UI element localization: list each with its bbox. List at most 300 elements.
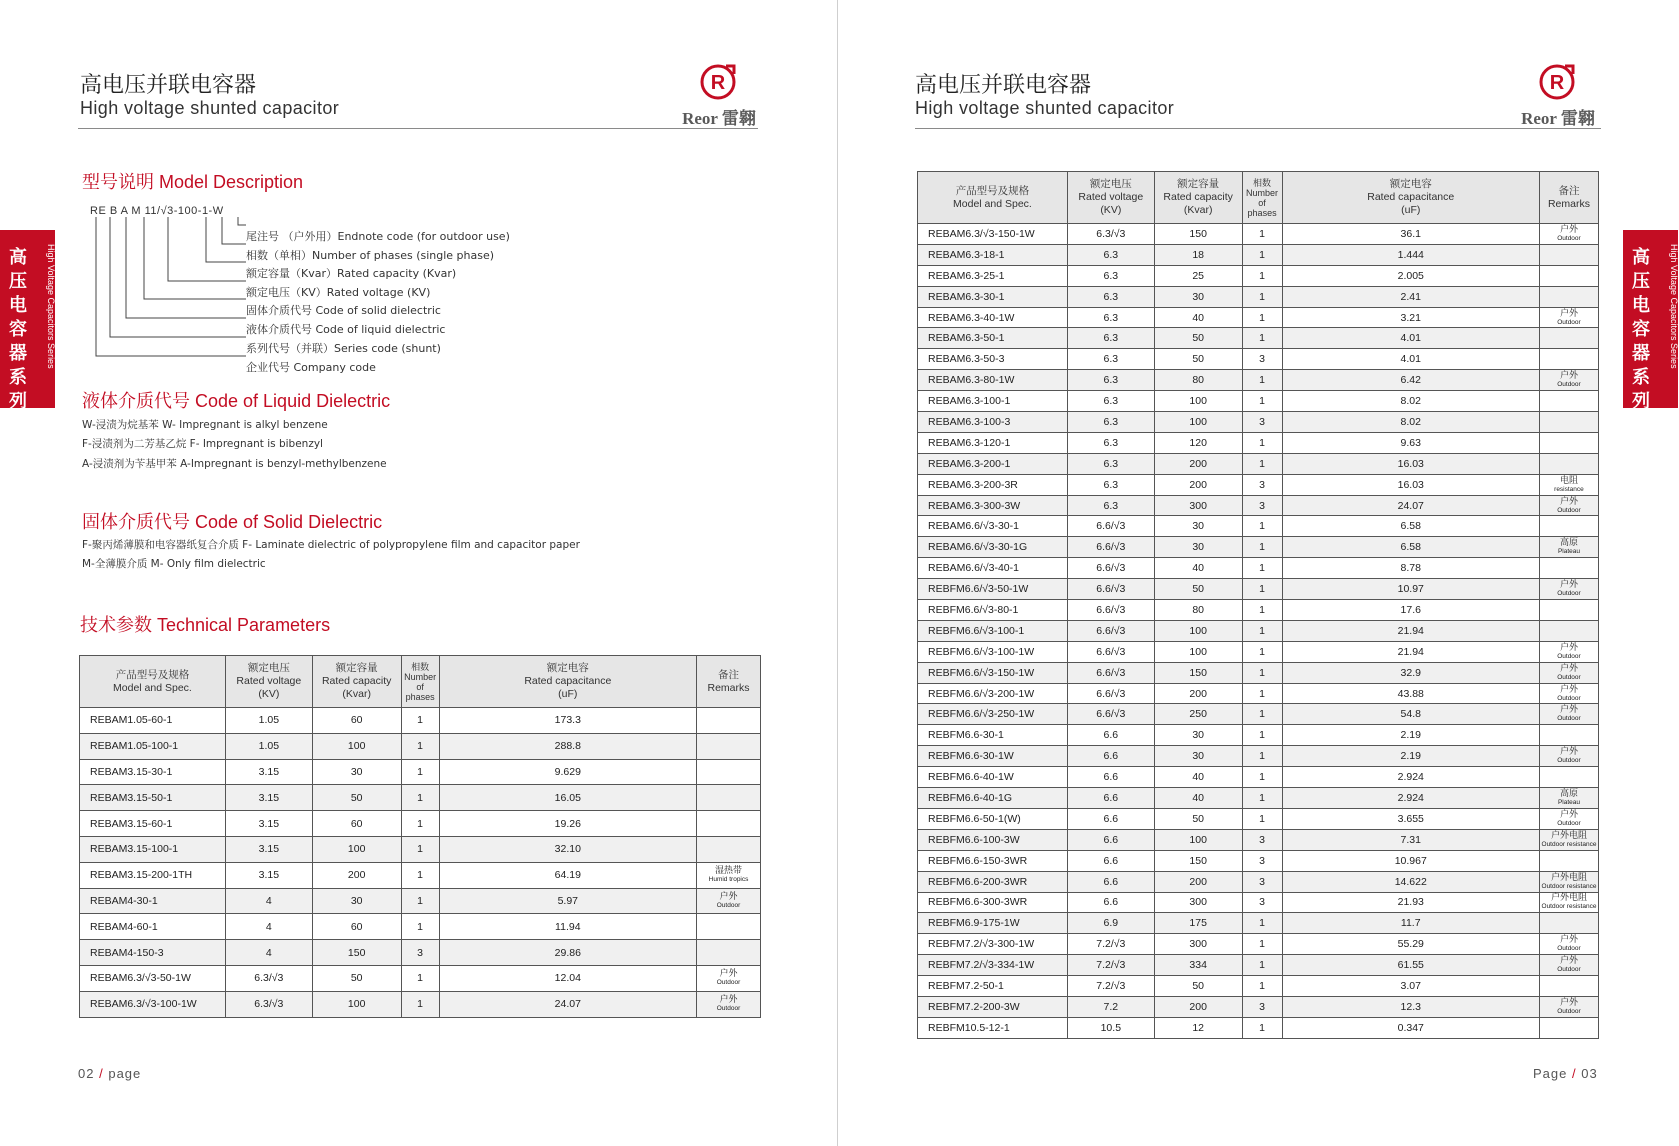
remark-en: Outdoor [1557,966,1581,974]
cell-model: REBFM6.9-175-1W [918,913,1068,934]
table-header-row [80,656,761,708]
cell-model: REBFM6.6-150-3WR [918,850,1068,871]
cell-phases: 1 [1242,370,1282,391]
table-row [918,224,1599,245]
brand-logo [678,62,760,128]
cell-remarks [1539,558,1598,579]
remark-en: Outdoor [1557,715,1581,723]
cell-model: REBFM6.6-40-1G [918,788,1068,809]
cell-voltage: 7.2 [1067,996,1154,1017]
remark-cn: 户外电阻 [1550,829,1587,840]
remark-cn: 户外 [719,890,738,901]
cell-voltage: 6.6/√3 [1067,704,1154,725]
cell-phases: 3 [1242,349,1282,370]
page-number-left: 02 / page [78,1066,142,1081]
table-row [80,785,761,811]
cell-remarks [697,733,761,759]
cell-capacity: 80 [1154,600,1242,621]
remark-en: Outdoor [1557,506,1581,514]
cell-remarks [697,836,761,862]
remark-en: Outdoor [1557,381,1581,389]
cell-phases: 1 [1242,913,1282,934]
cell-model: REBAM6.3-50-1 [918,328,1068,349]
remark-en: Outdoor [1557,590,1581,598]
cell-capacity: 60 [312,811,401,837]
remark-cn: 户外 [1559,641,1578,652]
cell-model: REBAM6.3-80-1W [918,370,1068,391]
cell-phases: 3 [1242,996,1282,1017]
cell-model: REBAM3.15-60-1 [80,811,226,837]
liquid-line-w: W-浸渍为烷基苯 W- Impregnant is alkyl benzene [82,419,328,431]
table-row [80,888,761,914]
col-capacity-header: 额定容量 Rated capacity (Kvar) [1154,172,1242,224]
cell-voltage: 3.15 [225,785,312,811]
cell-capacity: 300 [1154,495,1242,516]
cell-voltage: 6.6 [1067,892,1154,913]
cell-capacity: 100 [1154,412,1242,433]
cell-model: REBAM6.3-30-1 [918,286,1068,307]
col-model-header: 产品型号及规格 Model and Spec. [918,172,1068,224]
cell-capacitance: 43.88 [1282,683,1539,704]
cell-capacity: 250 [1154,704,1242,725]
cell-phases: 3 [1242,850,1282,871]
cell-voltage: 6.3/√3 [225,991,312,1017]
table-row [80,940,761,966]
table-row [918,432,1599,453]
desc-item-solid: 固体介质代号 Code of solid dielectric [246,304,441,317]
col-capacitance-header: 额定电容 Rated capacitance (uF) [1282,172,1539,224]
cell-model: REBAM6.3-200-1 [918,453,1068,474]
cell-capacitance: 0.347 [1282,1017,1539,1038]
page-title-cn: 高电压并联电容器 [915,73,1092,98]
cell-remarks [1539,600,1598,621]
table-row [80,708,761,734]
remark-en: Outdoor resistance [1541,882,1597,890]
cell-model: REBFM6.6-30-1W [918,746,1068,767]
remark-cn: 户外 [719,968,738,979]
desc-item-company: 企业代号 Company code [246,361,376,374]
cell-model: REBAM6.3-120-1 [918,432,1068,453]
cell-model: REBFM6.6/√3-250-1W [918,704,1068,725]
liquid-line-f: F-浸渍剂为二芳基乙烷 F- Impregnant is bibenzyl [82,438,323,450]
cell-phases: 1 [1242,955,1282,976]
table-row [918,934,1599,955]
cell-capacity: 175 [1154,913,1242,934]
cell-phases: 1 [1242,579,1282,600]
remark-cn: 户外 [1559,662,1578,673]
cell-remarks [1539,474,1598,495]
cell-remarks [1539,996,1598,1017]
cell-capacitance: 4.01 [1282,328,1539,349]
cell-model: REBFM6.6-300-3WR [918,892,1068,913]
cell-capacitance: 16.03 [1282,453,1539,474]
cell-capacitance: 288.8 [439,733,696,759]
cell-phases: 1 [1242,746,1282,767]
cell-capacity: 40 [1154,307,1242,328]
cell-voltage: 4 [225,888,312,914]
cell-voltage: 6.6/√3 [1067,641,1154,662]
remark-cn: 户外 [719,994,738,1005]
cell-remarks [1539,662,1598,683]
cell-remarks [1539,746,1598,767]
desc-item-series: 系列代号（并联）Series code (shunt) [246,342,441,355]
table-row [918,913,1599,934]
cell-capacity: 200 [1154,683,1242,704]
cell-model: REBAM6.3-300-3W [918,495,1068,516]
page-title-cn: 高电压并联电容器 [80,73,257,98]
model-description-title: 型号说明 Model Description [82,172,304,192]
table-row [918,453,1599,474]
cell-voltage: 6.6/√3 [1067,683,1154,704]
table-row [80,965,761,991]
cell-remarks [1539,641,1598,662]
cell-model: REBFM6.6/√3-80-1 [918,600,1068,621]
cell-model: REBFM7.2-200-3W [918,996,1068,1017]
cell-remarks [1539,955,1598,976]
cell-voltage: 6.6 [1067,746,1154,767]
cell-phases: 1 [1242,224,1282,245]
cell-remarks [1539,244,1598,265]
table-header-row [918,172,1599,224]
cell-capacitance: 17.6 [1282,600,1539,621]
cell-remarks [1539,537,1598,558]
cell-capacity: 80 [1154,370,1242,391]
remark-cn: 户外 [1559,307,1578,318]
col-phases-header: 相数 Number of phases [401,656,439,708]
cell-remarks [1539,934,1598,955]
cell-remarks [1539,850,1598,871]
col-phases-header: 相数 Number of phases [1242,172,1282,224]
cell-model: REBFM6.6/√3-150-1W [918,662,1068,683]
cell-model: REBAM6.3-18-1 [918,244,1068,265]
cell-phases: 1 [401,811,439,837]
cell-voltage: 6.6/√3 [1067,579,1154,600]
cell-capacitance: 36.1 [1282,224,1539,245]
cell-voltage: 6.6/√3 [1067,662,1154,683]
cell-phases: 1 [1242,307,1282,328]
cell-remarks [697,708,761,734]
cell-remarks [697,991,761,1017]
cell-capacitance: 19.26 [439,811,696,837]
cell-model: REBAM3.15-50-1 [80,785,226,811]
cell-model: REBAM6.3-50-3 [918,349,1068,370]
cell-remarks [1539,683,1598,704]
cell-voltage: 6.3 [1067,453,1154,474]
col-capacity-header: 额定容量 Rated capacity (Kvar) [312,656,401,708]
right-page [839,0,1677,1146]
table-row [918,579,1599,600]
cell-remarks [1539,620,1598,641]
cell-phases: 1 [1242,641,1282,662]
cell-capacity: 40 [1154,788,1242,809]
table-row [918,370,1599,391]
cell-remarks [1539,892,1598,913]
cell-capacitance: 64.19 [439,862,696,888]
remark-en: Humid tropics [708,876,749,884]
col-capacitance-header: 额定电容 Rated capacitance (uF) [439,656,696,708]
cell-voltage: 7.2/√3 [1067,976,1154,997]
logo-text: Reor 雷翱 [682,109,756,128]
cell-model: REBAM6.3-200-3R [918,474,1068,495]
cell-phases: 1 [1242,788,1282,809]
table-row [918,725,1599,746]
cell-capacitance: 8.78 [1282,558,1539,579]
table-row [918,788,1599,809]
col-remarks-header: 备注 Remarks [697,656,761,708]
cell-voltage: 6.6/√3 [1067,537,1154,558]
desc-item-endnote: 尾注号 （户外用）Endnote code (for outdoor use) [246,230,510,243]
cell-voltage: 3.15 [225,759,312,785]
cell-capacity: 30 [1154,516,1242,537]
cell-capacity: 200 [1154,871,1242,892]
cell-capacity: 12 [1154,1017,1242,1038]
cell-capacitance: 4.01 [1282,349,1539,370]
cell-model: REBFM7.2-50-1 [918,976,1068,997]
cell-remarks [1539,788,1598,809]
cell-capacitance: 16.05 [439,785,696,811]
cell-model: REBFM6.6-40-1W [918,767,1068,788]
cell-capacitance: 12.3 [1282,996,1539,1017]
cell-phases: 1 [1242,537,1282,558]
cell-model: REBFM6.6-30-1 [918,725,1068,746]
cell-model: REBAM6.3-100-1 [918,391,1068,412]
cell-capacity: 334 [1154,955,1242,976]
cell-capacitance: 8.02 [1282,412,1539,433]
cell-remarks [1539,495,1598,516]
cell-capacity: 40 [1154,558,1242,579]
remark-en: Outdoor [1557,757,1581,765]
cell-model: REBAM6.6/√3-30-1G [918,537,1068,558]
cell-voltage: 6.9 [1067,913,1154,934]
technical-parameters-title: 技术参数 Technical Parameters [80,615,331,635]
cell-capacitance: 173.3 [439,708,696,734]
cell-voltage: 6.6/√3 [1067,600,1154,621]
cell-model: REBAM6.6/√3-40-1 [918,558,1068,579]
cell-capacitance: 61.55 [1282,955,1539,976]
cell-voltage: 4 [225,940,312,966]
table-row [918,600,1599,621]
remark-cn: 户外电阻 [1550,871,1587,882]
cell-capacity: 40 [1154,767,1242,788]
table-row [80,759,761,785]
model-code-example: RE B A M 11/√3-100-1-W [90,205,224,217]
cell-phases: 3 [1242,412,1282,433]
cell-capacitance: 14.622 [1282,871,1539,892]
remark-cn: 湿热带 [715,865,743,876]
remark-cn: 电阻 [1559,474,1578,485]
table-row [918,620,1599,641]
cell-model: REBFM10.5-12-1 [918,1017,1068,1038]
remark-cn: 户外 [1559,955,1578,966]
cell-capacitance: 2.924 [1282,767,1539,788]
cell-capacity: 100 [1154,641,1242,662]
table-row [918,746,1599,767]
cell-phases: 1 [1242,683,1282,704]
cell-remarks [1539,432,1598,453]
cell-remarks [697,759,761,785]
remark-en: Outdoor [1557,1007,1581,1015]
cell-remarks [1539,579,1598,600]
cell-capacitance: 9.63 [1282,432,1539,453]
remark-cn: 户外 [1559,223,1578,234]
cell-voltage: 6.6 [1067,725,1154,746]
table-row [918,328,1599,349]
cell-voltage: 6.3 [1067,244,1154,265]
cell-phases: 1 [1242,516,1282,537]
cell-phases: 3 [1242,495,1282,516]
cell-voltage: 7.2/√3 [1067,955,1154,976]
logo-mark-icon [1537,62,1577,102]
cell-capacity: 150 [312,940,401,966]
cell-capacitance: 54.8 [1282,704,1539,725]
cell-capacity: 100 [312,836,401,862]
cell-voltage: 6.6 [1067,767,1154,788]
cell-phases: 1 [1242,976,1282,997]
cell-phases: 1 [1242,662,1282,683]
cell-capacity: 50 [1154,579,1242,600]
table-row [918,495,1599,516]
cell-remarks [1539,1017,1598,1038]
cell-voltage: 6.3 [1067,328,1154,349]
cell-voltage: 6.6 [1067,788,1154,809]
remark-cn: 户外 [1559,704,1578,715]
cell-voltage: 1.05 [225,708,312,734]
cell-phases: 1 [401,862,439,888]
cell-capacity: 50 [1154,808,1242,829]
cell-capacity: 30 [312,759,401,785]
cell-model: REBFM6.6-100-3W [918,829,1068,850]
cell-phases: 1 [401,785,439,811]
remark-cn: 户外 [1559,495,1578,506]
cell-capacity: 50 [312,785,401,811]
col-voltage-header: 额定电压 Rated voltage (KV) [225,656,312,708]
remark-en: Outdoor [1557,234,1581,242]
remark-cn: 户外 [1559,579,1578,590]
cell-model: REBFM7.2/√3-300-1W [918,934,1068,955]
cell-model: REBFM6.6/√3-200-1W [918,683,1068,704]
desc-item-voltage: 额定电压（KV）Rated voltage (KV) [246,286,431,299]
cell-phases: 1 [1242,558,1282,579]
cell-voltage: 1.05 [225,733,312,759]
cell-capacitance: 3.655 [1282,808,1539,829]
cell-phases: 1 [401,965,439,991]
cell-phases: 1 [1242,600,1282,621]
cell-phases: 1 [401,914,439,940]
desc-item-phases: 相数（单相）Number of phases (single phase) [246,249,495,262]
remark-cn: 高原 [1559,537,1578,548]
cell-capacitance: 6.58 [1282,537,1539,558]
cell-capacitance: 2.924 [1282,788,1539,809]
cell-remarks [1539,516,1598,537]
cell-remarks [1539,307,1598,328]
cell-capacity: 30 [312,888,401,914]
cell-model: REBFM6.6-50-1(W) [918,808,1068,829]
remark-en: Outdoor [716,1005,741,1013]
table-row [918,767,1599,788]
cell-phases: 1 [401,836,439,862]
cell-voltage: 6.3 [1067,495,1154,516]
table-row [918,871,1599,892]
remark-en: Outdoor [1557,819,1581,827]
cell-phases: 1 [1242,328,1282,349]
cell-capacity: 150 [1154,662,1242,683]
cell-capacity: 300 [1154,892,1242,913]
cell-model: REBAM6.6/√3-30-1 [918,516,1068,537]
side-tab-cn: 高 压 电 容 器 系 列 [9,247,27,412]
cell-capacity: 120 [1154,432,1242,453]
table-row [918,516,1599,537]
cell-model: REBAM6.3-100-3 [918,412,1068,433]
cell-remarks [1539,328,1598,349]
remark-en: Outdoor [1557,694,1581,702]
remark-cn: 户外 [1559,996,1578,1007]
logo-mark-icon [698,62,738,102]
cell-capacitance: 10.97 [1282,579,1539,600]
table-row [918,955,1599,976]
cell-voltage: 6.6/√3 [1067,516,1154,537]
cell-remarks [1539,370,1598,391]
cell-model: REBAM6.3/√3-100-1W [80,991,226,1017]
cell-capacitance: 21.94 [1282,620,1539,641]
col-voltage-header: 额定电压 Rated voltage (KV) [1067,172,1154,224]
cell-remarks [1539,224,1598,245]
solid-line-m: M-全薄膜介质 M- Only film dielectric [82,558,266,570]
cell-capacity: 300 [1154,934,1242,955]
remark-en: Plateau [1557,798,1580,806]
remark-cn: 户外电阻 [1550,892,1587,903]
cell-phases: 3 [1242,892,1282,913]
side-tab-left [0,230,56,412]
cell-remarks [1539,871,1598,892]
cell-remarks [1539,391,1598,412]
cell-model: REBAM6.3/√3-50-1W [80,965,226,991]
cell-voltage: 6.3 [1067,286,1154,307]
cell-capacity: 25 [1154,265,1242,286]
cell-model: REBAM4-150-3 [80,940,226,966]
cell-voltage: 6.3 [1067,265,1154,286]
table-row [80,836,761,862]
cell-capacitance: 6.58 [1282,516,1539,537]
table-row [918,412,1599,433]
cell-capacitance: 21.94 [1282,641,1539,662]
cell-capacitance: 11.94 [439,914,696,940]
table-row [918,537,1599,558]
cell-capacity: 200 [312,862,401,888]
cell-voltage: 6.6 [1067,808,1154,829]
cell-capacitance: 2.19 [1282,725,1539,746]
page-title-en: High voltage shunted capacitor [80,98,340,118]
table-row [918,558,1599,579]
cell-capacitance: 16.03 [1282,474,1539,495]
cell-model: REBAM6.3/√3-150-1W [918,224,1068,245]
side-tab-en: High Voltage Capacitors Series [46,244,56,369]
table-row [918,683,1599,704]
cell-phases: 1 [401,991,439,1017]
cell-capacity: 100 [1154,829,1242,850]
table-row [918,976,1599,997]
remark-en: Outdoor [1557,673,1581,681]
cell-capacity: 50 [1154,328,1242,349]
page-number-right: Page / 03 [1533,1066,1598,1081]
table-row [918,286,1599,307]
cell-model: REBAM1.05-100-1 [80,733,226,759]
cell-remarks [697,811,761,837]
cell-capacity: 60 [312,708,401,734]
cell-capacity: 100 [312,733,401,759]
cell-model: REBFM6.6/√3-100-1W [918,641,1068,662]
cell-model: REBFM7.2/√3-334-1W [918,955,1068,976]
cell-capacity: 200 [1154,474,1242,495]
